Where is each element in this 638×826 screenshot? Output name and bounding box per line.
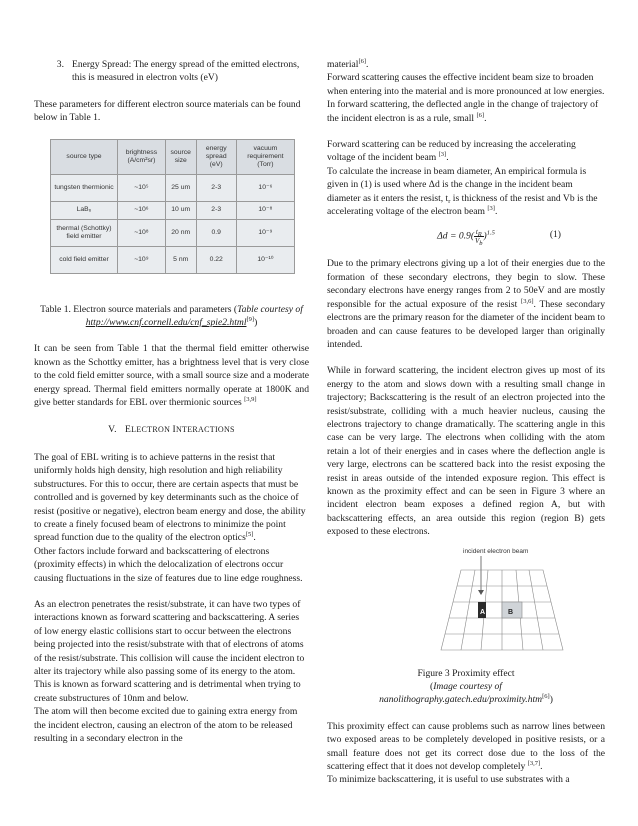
citation: [6] — [358, 58, 367, 65]
table-cell: ~10⁵ — [118, 174, 166, 201]
caption-italic: Table courtesy of — [237, 303, 303, 315]
paragraph-proximity-problems: This proximity effect can cause problems such as narrow lines between two exposed areas to be completely developed in positive resists, or a small feature does not get its correct dose due to the loss of the scattering effect that it does not develop completely [3,7]. — [327, 720, 605, 773]
courtesy-text: Image courtesy of — [433, 681, 502, 692]
section-heading — [34, 423, 309, 436]
paragraph-text: Forward scattering causes the effective incident beam size to broaden when entering into the material and is more pronounced at low energies. In forward scattering, the deflected angle in the change of trajectory of the incident electron is as a rule, small — [327, 72, 605, 124]
citation: [3,7] — [527, 760, 541, 768]
equation-rhs: ) — [483, 231, 487, 243]
table-cell: 0.22 — [196, 246, 236, 273]
caption-ref: [9] — [246, 316, 255, 324]
paragraph-ebl-goal: The goal of EBL writing is to achieve patterns in the resist that uniformly holds high density, high resolution and high reliability substructures. For this to occur, there are certain aspects that must be controlled and is governed by key determinants such as the choice of resist (positive or negative), electron beam energy and dose, the ability to create a finely focused beam of electrons to minimize the point spread function due to the quality of the electron optics[5]. — [34, 451, 306, 544]
heading-smallcaps: LECTRON — [131, 425, 173, 435]
table-header: brightness (A/cm²sr) — [118, 139, 166, 174]
subscript: r — [448, 197, 451, 205]
table-cell: 2-3 — [196, 174, 236, 201]
caption-prefix: Table 1. Electron source materials and parameters ( — [40, 303, 238, 315]
table-cell: tungsten thermionic — [51, 174, 118, 201]
paragraph-text: material — [327, 59, 359, 70]
paragraph-forward-scattering: As an electron penetrates the resist/substrate, it can have two types of interactions known as forward scattering and backscattering. A series of low energy elastic collisions start to occur between the electrons being projected into the resist/substrate with that of electrons of atoms of the resist/substrate. This collision will cause the incident electron to alter its trajectory while also passing some of its energy to the atom. This is known as forward scattering and is detrimental when trying to create substructures of 10nm and below. — [34, 598, 305, 704]
section-number: V. — [108, 424, 117, 436]
table-cell: 25 um — [165, 174, 196, 201]
paragraph-text: is thickness of the resist and Vb is the accelerating voltage of the electron beam — [327, 192, 598, 218]
list-text: Energy Spread: The energy spread of the emitted electrons, this is measured in electron volts (eV) — [72, 59, 300, 84]
figure-link[interactable]: nanolithography.gatech.edu/proximity.htm — [379, 694, 543, 706]
fraction-denominator — [474, 237, 484, 248]
table-cell: 0.9 — [196, 219, 236, 246]
paren-open: ( — [430, 681, 434, 692]
numerator-symbol: t — [475, 228, 478, 237]
table-cell: 10 um — [165, 201, 196, 219]
table-cell: ~10⁹ — [118, 246, 166, 273]
caption-link[interactable]: http://www.cnf.cornell.edu/cnf_spie2.html — [85, 317, 247, 329]
paragraph-text: This proximity effect can cause problems such as narrow lines between two exposed areas to be completely developed in positive resists, or a small feature does not get its correct dose due to the loss of the scattering effect that it does not develop completely — [327, 720, 605, 773]
equation-lhs: Δd = 0.9( — [437, 231, 475, 243]
table-cell: ~10⁶ — [118, 201, 166, 219]
table-cell: cold field emitter — [51, 246, 118, 273]
heading-smallcaps: NTERACTIONS — [175, 425, 235, 435]
list-number: 3. — [56, 59, 64, 70]
table-cell: ~10⁸ — [118, 219, 166, 246]
table-cell: LaB₆ — [51, 201, 118, 219]
beam-arrowhead — [478, 590, 484, 595]
table-cell: 20 nm — [165, 219, 196, 246]
region-b-label: B — [508, 608, 514, 616]
citation: [5] — [245, 531, 254, 539]
table-header: source size — [165, 139, 196, 174]
paragraph-text: . These secondary electrons are the primary reason for the diameter of the incident beam to broaden and can cause features to be developed larger than originally intended. — [327, 298, 606, 350]
heading-initial: E — [124, 424, 132, 436]
list-item-energy-spread — [34, 58, 309, 85]
paragraph-secondary-electron: The atom will then become excited due to gaining extra energy from the incident electron, causing an electron of the atom to be released resulting in a secondary electron in the — [34, 706, 298, 744]
table-header: energy spread (eV) — [196, 139, 236, 174]
paragraph-formula-intro: To calculate the increase in beam diameter, An empirical formula is given in (1) is used where Δd is the change in the incident beam diameter as it enters the resist, $t_r$ is thickness of the resist and Vb is the accelerating voltage of the electron beam [3]. — [327, 165, 598, 218]
citation: [3] — [487, 205, 495, 213]
region-a-label: A — [480, 608, 486, 616]
caption-suffix: ) — [254, 317, 258, 329]
paragraph-minimize: To minimize backscattering, it is useful to use substrates with a — [327, 774, 570, 786]
table-header: vacuum requirement (Torr) — [236, 139, 294, 174]
citation: [3,9] — [244, 396, 257, 404]
table-cell: 10⁻⁸ — [236, 201, 294, 219]
paragraph-thermal-emitter — [34, 342, 309, 409]
paragraph-other-factors: Other factors include forward and backscattering of electrons (proximity effects) in which the delocalization of electrons occur causing fluctuations in the size of features due to line edge roughness. — [34, 545, 303, 584]
equation-1 — [327, 228, 605, 248]
table-cell: thermal (Schottky) field emitter — [51, 219, 118, 246]
table-row — [51, 174, 295, 201]
table-cell: 10⁻¹⁰ — [236, 246, 294, 273]
paragraph-reduce-forward: Forward scattering can be reduced by increasing the accelerating voltage of the incident beam [3]. — [327, 139, 576, 164]
equation-number: (1) — [549, 229, 561, 241]
denominator-symbol: V — [475, 237, 480, 246]
table-cell: 2-3 — [196, 201, 236, 219]
citation: [6] — [542, 693, 550, 701]
equation-exponent: 1.5 — [486, 230, 495, 238]
equation-fraction — [474, 228, 484, 248]
numerator-subscript: R — [477, 231, 482, 239]
paragraph-text: Due to the primary electrons giving up a lot of their energies due to the formation of these secondary electrons, they begin to slow. These secondary electrons have energy ranges from 2 to 50eV and are mostly responsible for the actual exposure of the resist — [327, 258, 605, 310]
electron-source-table — [50, 139, 295, 274]
figure-caption — [327, 667, 605, 707]
paragraph-forward-broaden: Forward scattering causes the effective incident beam size to broaden when entering into the material and is more pronounced at low energies. In forward scattering, the deflected angle in the change of trajectory of the incident electron is as a rule, small [6]. — [327, 72, 605, 124]
denominator-subscript: b — [479, 240, 483, 248]
figure-courtesy — [327, 680, 605, 693]
beam-label: incident electron beam — [463, 547, 529, 555]
table-header-row — [51, 139, 295, 174]
citation: [6] — [476, 111, 485, 119]
paragraph-text: It can be seen from Table 1 that the thermal field emitter otherwise known as the Schottky emitter, has a brightness level that is very close to the cold field emitter source, with a small source size and a moderate energy spread. Thermal field emitters normally operate at 1800K and give better standards for EBL over thermionic sources — [34, 343, 309, 409]
table-row — [51, 201, 295, 219]
proximity-diagram — [423, 545, 573, 655]
table-cell: 10⁻⁶ — [236, 174, 294, 201]
proximity-effect-figure — [423, 545, 573, 655]
paragraph-text: Forward scattering can be reduced by increasing the accelerating voltage of the incident beam — [327, 139, 576, 164]
figure-link-line — [327, 693, 605, 706]
paragraph-backscattering: While in forward scattering, the incident electron gives up most of its energy to the atom and slows down with a resulting small change in trajectory; Backscattering is the result of an electron projected into the resist/substrate, colliding with a much heavier nucleus, causing the electrons trajectory to change dramatically. The scattering angle in this case can be very large. The electrons when colliding with the atom retain a lot of their energies and in cases where the deflection angle is very large, electrons can be scattered back into the resist exposing the resist in areas outside of the intended exposure region. This effect is known as the proximity effect and can be seen in Figure 3 where an incident electron beam exposes a defined region A, but with backscattering effects, an area outside this region (region B) gets exposed to these electrons. — [327, 365, 605, 538]
right-column — [327, 58, 605, 787]
citation: [3] — [438, 151, 447, 159]
figure-title: Figure 3 Proximity effect — [417, 667, 515, 679]
paragraph-text: The goal of EBL writing is to achieve patterns in the resist that uniformly holds high density, high resolution and high reliability substructures. For this to occur, there are certain aspects that must be controlled and is governed by key determinants such as the choice of resist (positive or negative), electron beam energy and dose, the ability to create a finely focused beam of electrons to minimize the point spread function due to the quality of the electron optics — [34, 451, 306, 544]
table-caption — [34, 303, 309, 330]
left-column — [34, 58, 309, 745]
paragraph-material: material[6]. — [327, 58, 369, 70]
table-intro: These parameters for different electron source materials can be found below in Table 1. — [34, 98, 301, 124]
paren-close: ) — [549, 694, 553, 706]
table-row — [51, 246, 295, 273]
paragraph-text: To calculate the increase in beam diameter, An empirical formula is given in (1) is used where Δd is the change in the incident beam diameter as it enters the resist, t — [327, 165, 587, 204]
table-cell: 5 nm — [165, 246, 196, 273]
table-cell: 10⁻⁹ — [236, 219, 294, 246]
table-row — [51, 219, 295, 246]
heading-initial: I — [172, 424, 176, 436]
fraction-numerator — [474, 228, 484, 237]
citation: [3,6] — [521, 297, 534, 305]
table-header: source type — [51, 139, 118, 174]
paragraph-primary-electrons — [327, 257, 605, 351]
